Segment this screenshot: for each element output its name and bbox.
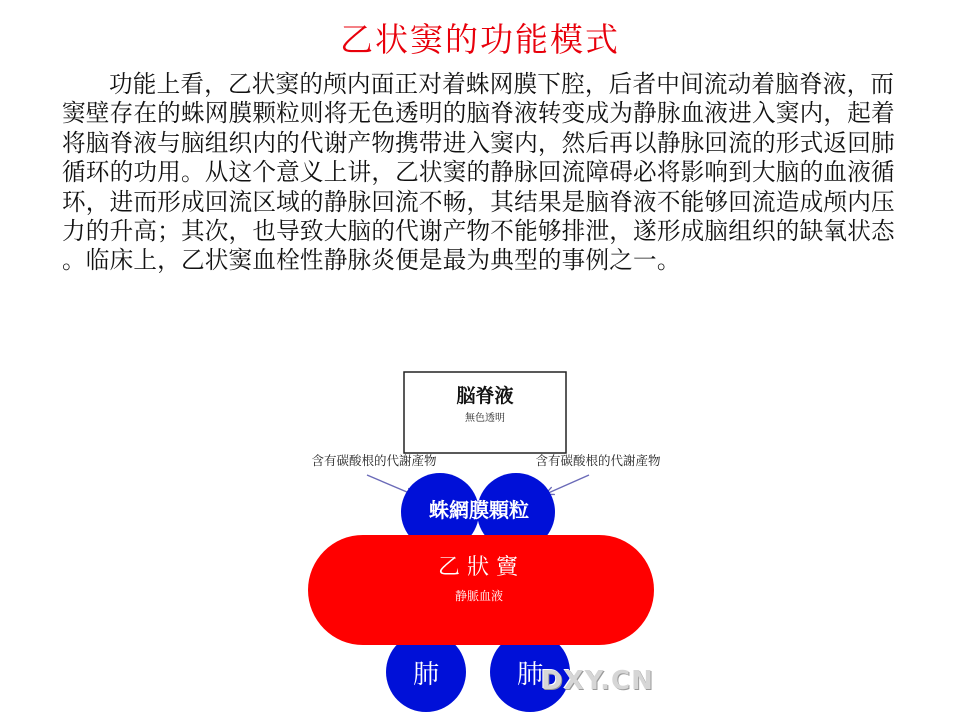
lung-label-right: 肺 [516,660,544,690]
right-annotation: 含有碳酸根的代謝產物 [535,453,661,468]
watermark-logo: DXY.CN [541,666,654,696]
csf-sublabel: 無色透明 [465,413,505,424]
csf-label: 脳脊液 [456,385,514,407]
body-paragraph: 功能上看，乙状窦的颅内面正对着蛛网膜下腔，后者中间流动着脑脊液，而窦壁存在的蛛网膜颗粒则将无色透明的脑脊液转变成为静脉血液进入窦内，起着将脑脊液与脑组织内的代谢产物携带进入窦内，然后再以静脉回流的形式返回肺循环的功用。从这个意义上讲，乙状窦的静脉回流障碍必将影响到大脑的血液循环，进而形成回流区域的静脉回流不畅，其结果是脑脊液不能够回流造成颅内压力的升高；其次，也导致大脑的代谢产物不能够排泄，遂形成脑组织的缺氧状态 。临床上，乙状窦血栓性静脉炎便是最为典型的事例之一。 [62,70,895,275]
lung-label-left: 肺 [412,660,440,690]
sinus-sublabel: 静脈血液 [454,589,504,603]
granulation-label: 蛛網膜顆粒 [429,498,529,522]
right-arrow [546,475,589,494]
left-annotation: 含有碳酸根的代謝產物 [311,453,437,468]
page-title: 乙状窦的功能模式 [340,20,620,59]
sinus-label: 乙 狀 竇 [438,555,518,580]
